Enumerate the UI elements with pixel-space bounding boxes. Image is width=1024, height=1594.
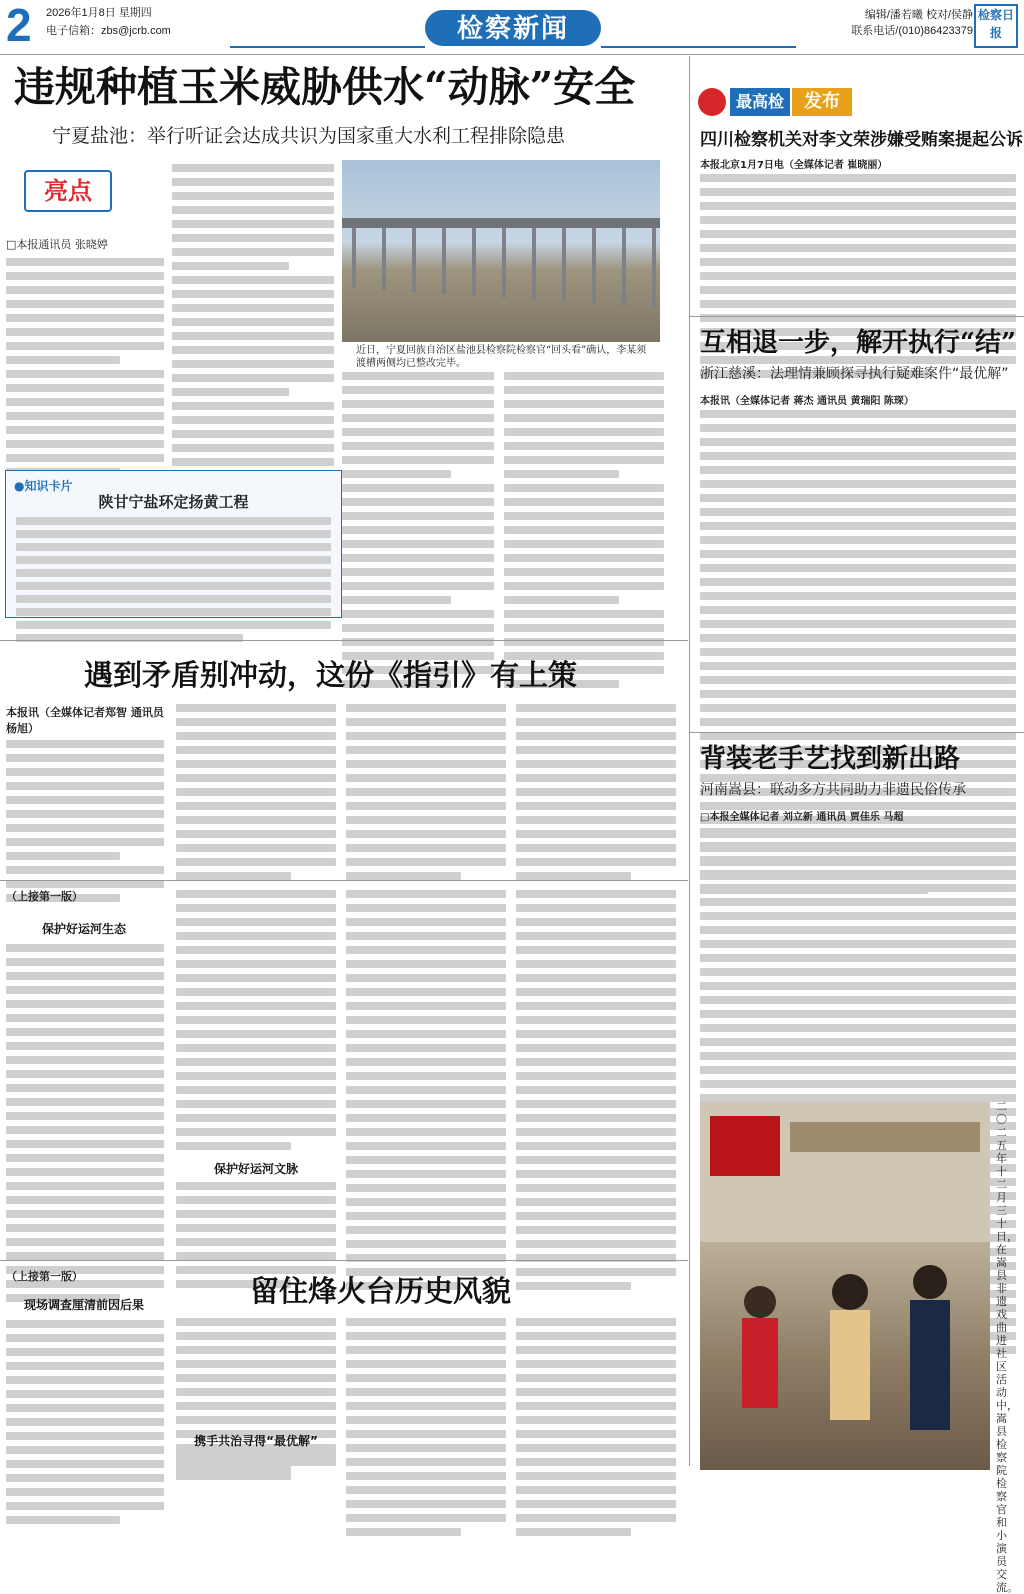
email-line: 电子信箱：zbs@jcrb.com: [46, 25, 171, 37]
phone-line: 联系电话/(010)86423379: [851, 25, 973, 37]
community-event-illustration: [700, 1102, 990, 1470]
masthead-rule-left: [230, 46, 425, 48]
knowledge-card-title: 陕甘宁盐环定扬黄工程: [98, 493, 249, 511]
lead-headline: 违规种植玉米威胁供水“动脉”安全: [14, 63, 636, 111]
continued2-col4-text: [516, 1318, 676, 1536]
story2-col2-text: [176, 704, 336, 880]
story2-col3-text: [346, 704, 506, 880]
lead-byline: □本报通讯员 张晓婷: [6, 238, 108, 251]
lead-photo-caption: 近日，宁夏回族自治区盐池县检察院检察官“回头看”确认，李某须渡槽两侧均已整改完毕。: [356, 345, 647, 369]
story2-byline: 本报讯（全媒体记者郑智 通讯员杨旭）: [6, 706, 164, 735]
continued2-headline: 留住烽火台历史风貌: [250, 1274, 512, 1308]
story2-bottom-rule: [0, 880, 688, 881]
right-mid-subheadline: 浙江慈溪：法理情兼顾探寻执行疑难案件“最优解”: [700, 366, 1009, 382]
right-mid-byline: 本报讯（全媒体记者 蒋杰 通讯员 黄瑞阳 陈琛）: [700, 396, 914, 407]
right-top-rule: [690, 316, 1024, 317]
spp-badge-word: 发布: [792, 88, 852, 116]
lead-bottom-rule: [0, 640, 688, 641]
section-title: 检察新闻: [425, 10, 601, 46]
right-mid-headline: 互相退一步，解开执行“结”: [700, 328, 1016, 358]
knowledge-card: [5, 470, 342, 618]
continued2-col2b-text: [176, 1452, 336, 1474]
spp-badge-label: 最高检: [730, 88, 790, 116]
story2-headline: 遇到矛盾别冲动，这份《指引》有上策: [84, 658, 578, 692]
aqueduct-photo: [342, 160, 660, 342]
editor-line: 编辑/潘若曦 校对/侯静: [864, 9, 973, 21]
highlight-tag: [24, 170, 112, 212]
right-top-headline: 四川检察机关对李文荣涉嫌受贿案提起公诉: [700, 130, 1023, 150]
continued2-jump-label: （上接第一版）: [6, 1270, 83, 1283]
column-divider: [689, 56, 690, 1466]
newspaper-logo: 检察日报: [974, 4, 1018, 48]
right-bottom-byline: □本报全媒体记者 刘立新 通讯员 贾佳乐 马超: [700, 812, 904, 823]
masthead-rule-right: [601, 46, 796, 48]
spp-release-badge: [698, 88, 858, 116]
knowledge-card-text: [16, 517, 331, 642]
continued1-col2-text: [176, 890, 336, 1150]
community-event-photo: [700, 1102, 990, 1470]
national-emblem-icon: [698, 88, 726, 116]
continued1-subhead1: 保护好运河生态: [41, 922, 126, 936]
continued1-col1-text: [6, 944, 164, 1302]
knowledge-card-tag: ●知识卡片: [14, 479, 73, 493]
continued2-subhead2: 携手共治寻得“最优解”: [194, 1434, 318, 1448]
right-photo-caption: 二〇二五年十二月三十日，在嵩县非遗戏曲进社区活动中，嵩县检察院检察官和小演员交流。: [996, 1100, 1018, 1594]
lead-subheadline: 宁夏盐池：举行听证会达成共识为国家重大水利工程排除隐患: [52, 125, 566, 147]
right-top-lead: 本报北京1月7日电（全媒体记者 崔晓丽）: [700, 160, 888, 171]
continued1-jump-label: （上接第一版）: [6, 890, 83, 903]
aqueduct-illustration: [342, 160, 660, 342]
date-line: 2026年1月8日 星期四: [46, 7, 152, 19]
continued2-col1-text: [6, 1320, 164, 1524]
continued2-subhead1: 现场调查厘清前因后果: [23, 1298, 144, 1312]
page-number: 2: [6, 0, 32, 51]
continued1-col3-text: [346, 890, 506, 1290]
right-bottom-subheadline: 河南嵩县：联动多方共同助力非遗民俗传承: [700, 782, 966, 798]
continued1-bottom-rule: [0, 1260, 688, 1261]
highlight-tag-text: 亮点: [44, 177, 92, 205]
continued2-col3-text: [346, 1318, 506, 1536]
story2-col4-text: [516, 704, 676, 880]
header-divider: [0, 54, 1024, 55]
story2-col1-text: [6, 740, 164, 902]
continued1-col4-text: [516, 890, 676, 1290]
right-bottom-headline: 背装老手艺找到新出路: [700, 744, 961, 774]
right-mid-rule: [690, 732, 1024, 733]
continued1-subhead2: 保护好运河文脉: [213, 1162, 298, 1176]
